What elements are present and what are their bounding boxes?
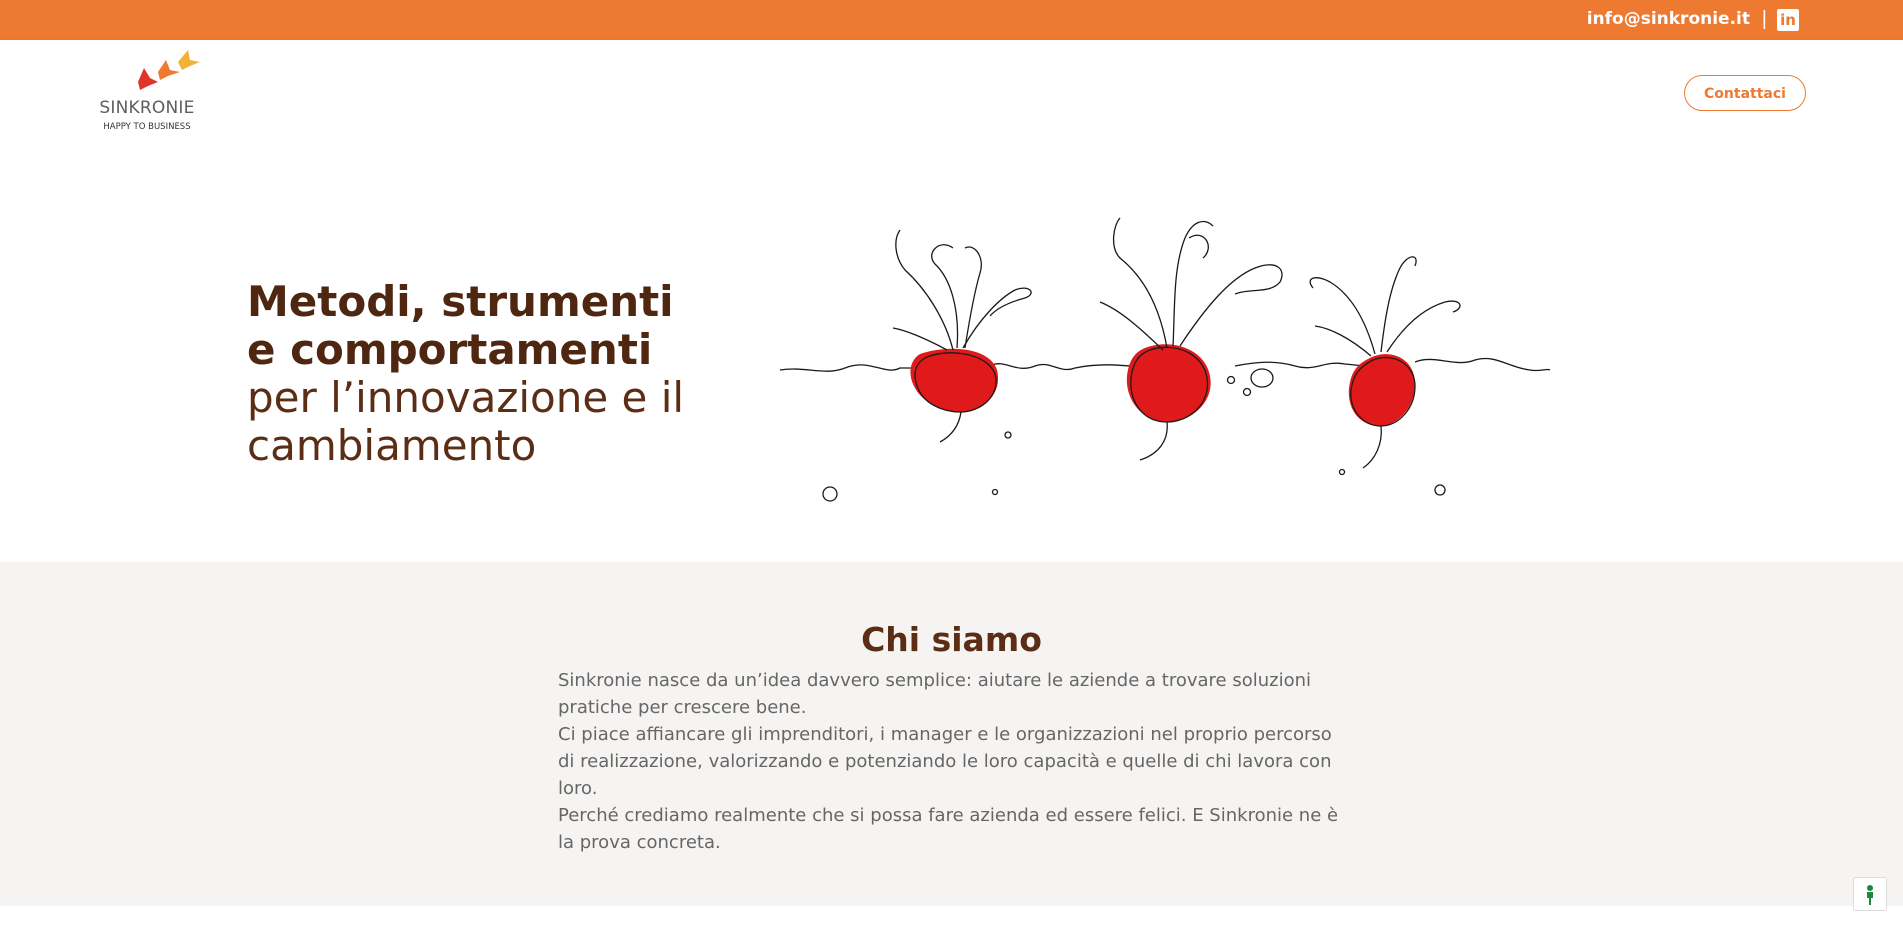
email-link[interactable]: info@sinkronie.it (1586, 9, 1750, 29)
top-bar (0, 0, 1903, 40)
logo-tagline: HAPPY TO BUSINESS (103, 122, 191, 132)
about-heading: Chi siamo (861, 620, 1042, 659)
linkedin-icon[interactable] (1777, 9, 1799, 31)
about-paragraph: Sinkronie nasce da un’idea davvero semplice: aiutare le aziende a trovare soluzioni pratiche per crescere bene. (558, 670, 1311, 718)
logo[interactable] (90, 50, 210, 140)
site-header (0, 40, 1903, 146)
separator: | (1761, 8, 1767, 30)
hero-title (247, 278, 707, 470)
radishes-illustration (775, 198, 1555, 553)
about-paragraph: Ci piace affiancare gli imprenditori, i manager e le organizzazioni nel proprio percorso di realizzazione, valorizzando e potenziando le loro capacità e quelle di chi lavora con loro. (558, 724, 1332, 799)
accessibility-button[interactable] (1853, 877, 1887, 911)
hero-section (0, 146, 1903, 562)
contact-button[interactable]: Contattaci (1684, 75, 1806, 111)
hero-title-light: per l’innovazione e il cambiamento (247, 373, 685, 470)
accessibility-icon (1862, 884, 1878, 906)
about-text (558, 667, 1348, 856)
birds-logo-icon (130, 50, 210, 95)
linkedin-glyph: in (1780, 11, 1796, 29)
page-footer-strip (0, 906, 1903, 927)
hero-title-bold: Metodi, strumenti e comportamenti (247, 277, 674, 374)
about-section (0, 562, 1903, 906)
about-paragraph: Perché crediamo realmente che si possa fare azienda ed essere felici. E Sinkronie ne è la prova concreta. (558, 805, 1339, 853)
logo-wordmark: SINKRONIE (99, 98, 195, 118)
